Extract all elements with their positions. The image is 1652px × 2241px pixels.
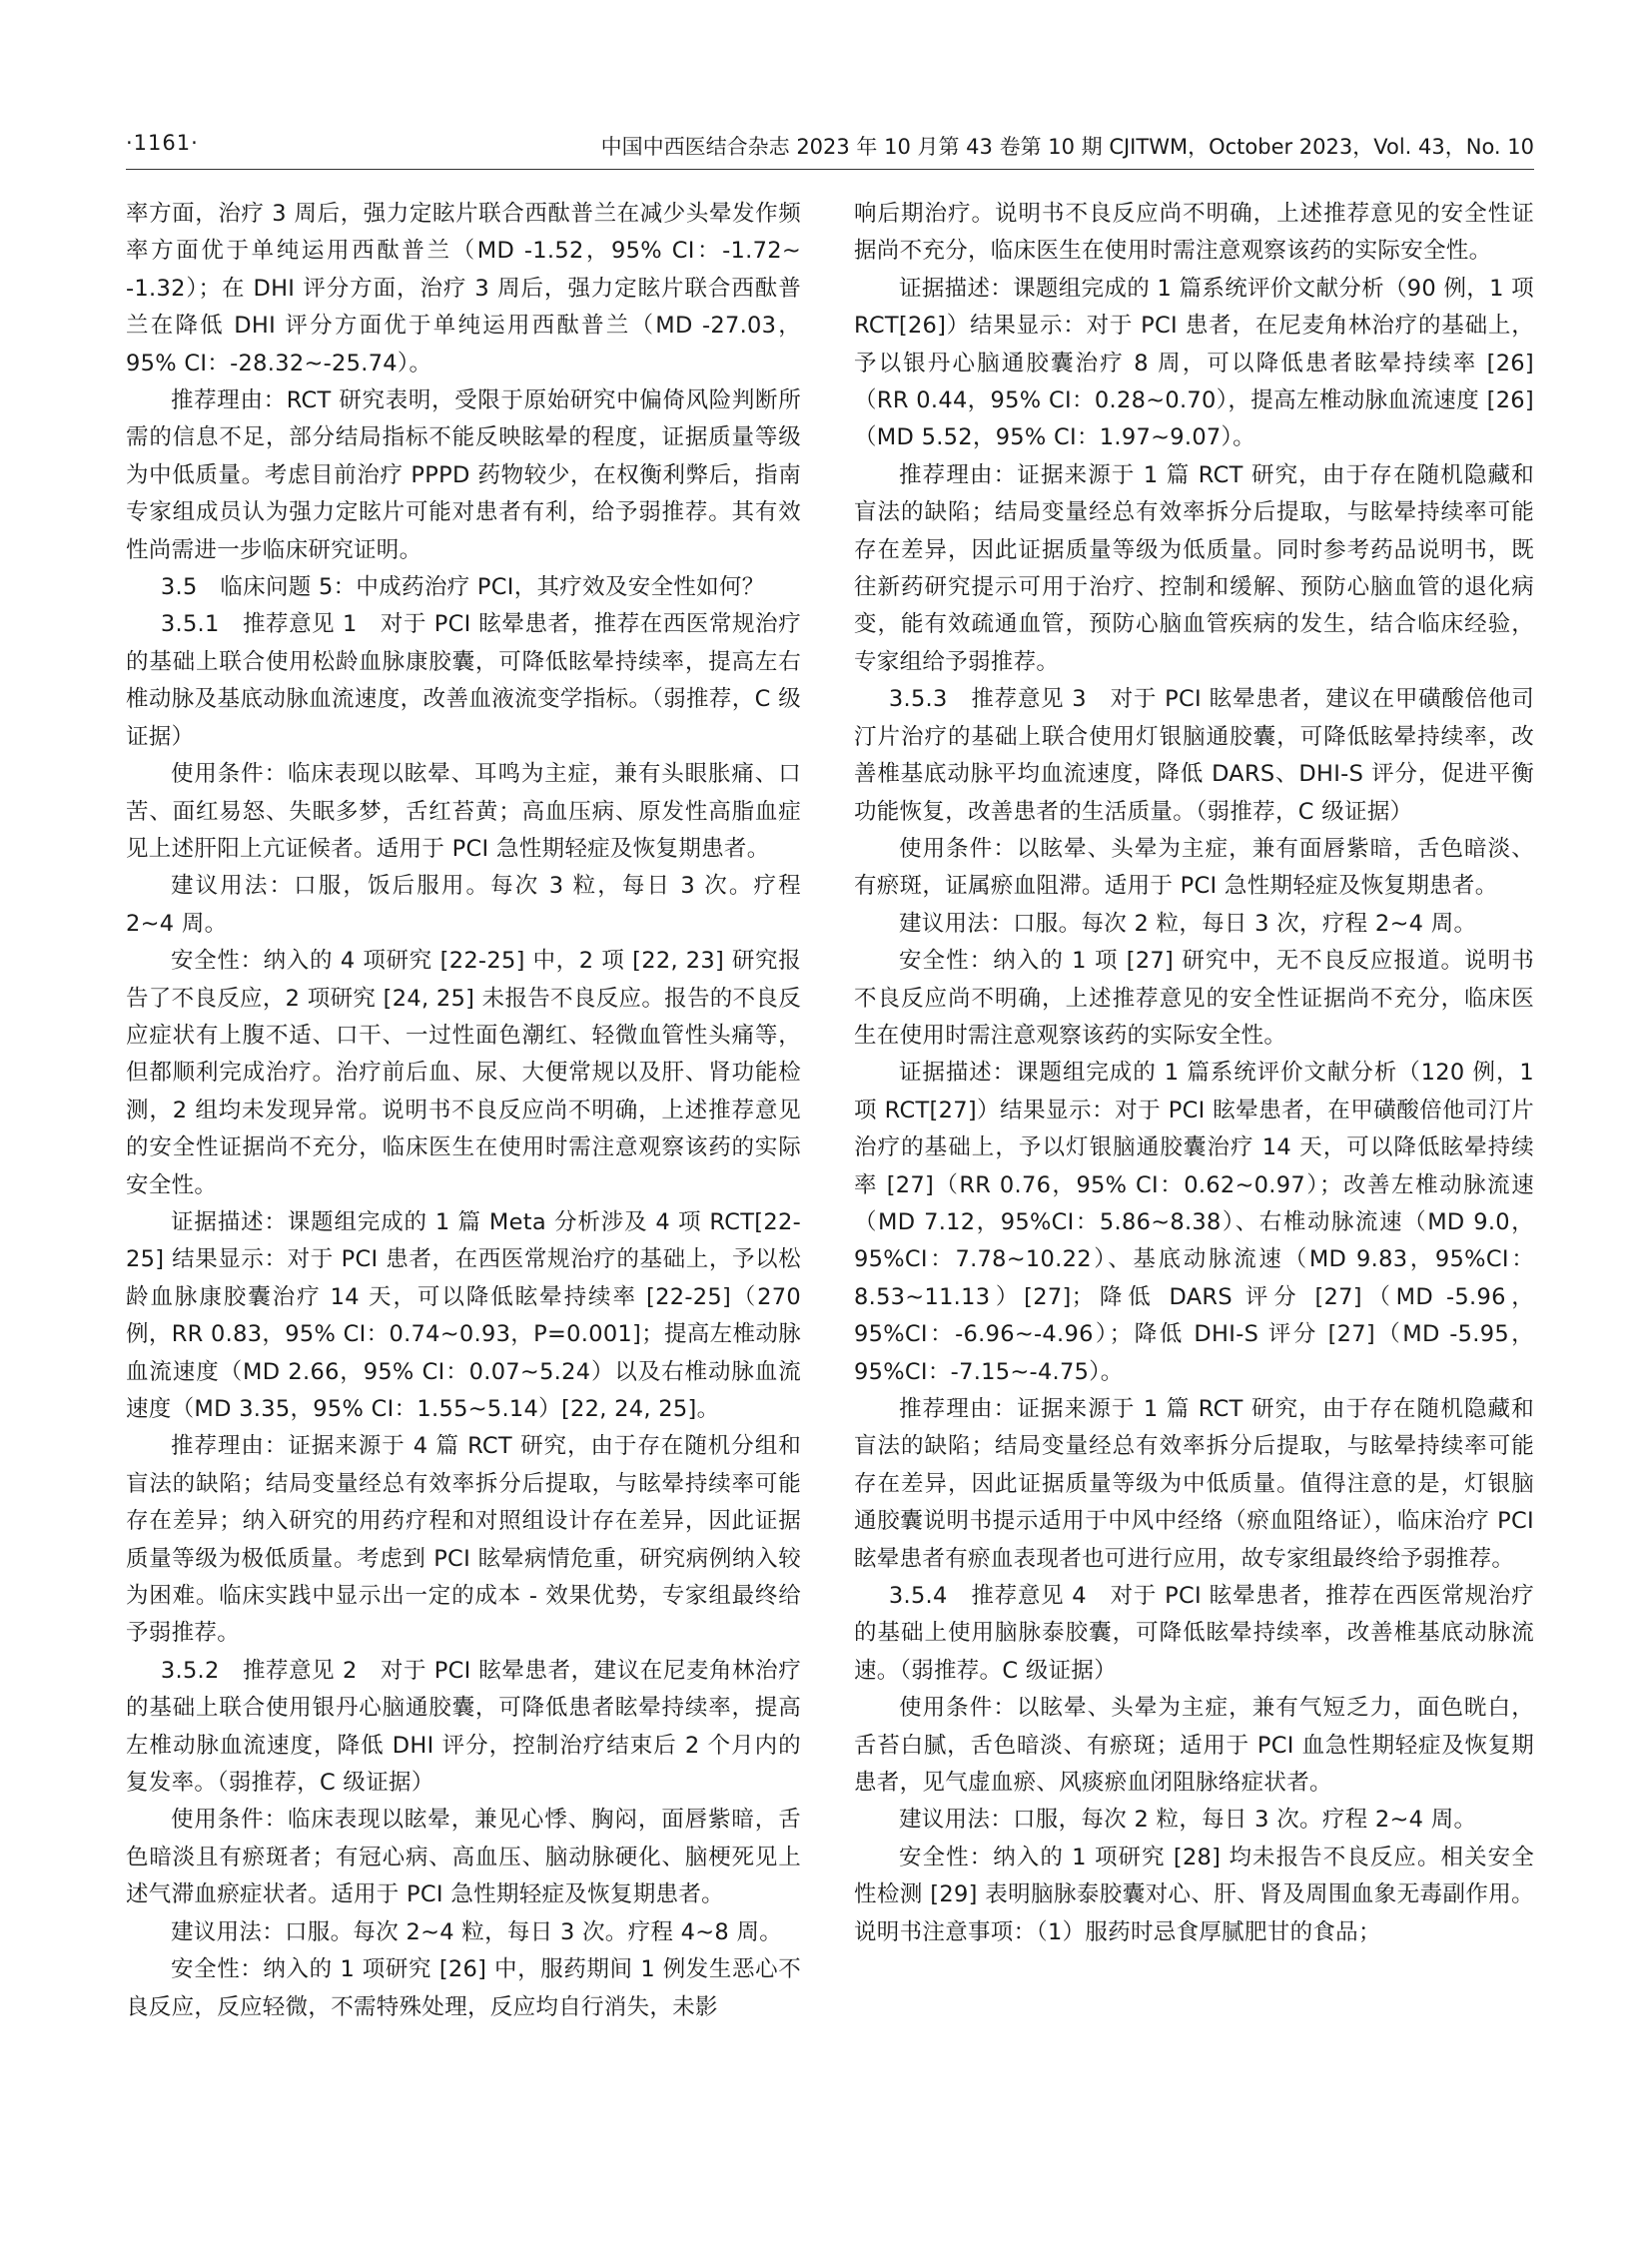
paragraph: 证据描述：课题组完成的 1 篇 Meta 分析涉及 4 项 RCT[22-25] 结果显示：对于 PCI 患者，在西医常规治疗的基础上，予以松龄血脉康胶囊治疗 14 天，可以降低眩晕持续率 [22-25]（270 例，RR 0.83，95% CI：0.74~0.93，P=0.001]；提高左椎动脉血流速度（MD 2.66，95% CI：0.07~5.24）以及右椎动脉血流速度（MD 3.35，95% CI：1.55~5.14）[22, 24, 25]。 [126,1208,801,1422]
page-header [126,131,1534,165]
paragraph: 推荐理由：证据来源于 1 篇 RCT 研究，由于存在随机隐藏和盲法的缺陷；结局变量经总有效率拆分后提取，与眩晕持续率可能存在差异，因此证据质量等级为中低质量。值得注意的是，灯银脑通胶囊说明书提示适用于中风中经络（瘀血阻络证），临床治疗 PCI 眩晕患者有瘀血表现者也可进行应用，故专家组最终给予弱推荐。 [854,1396,1534,1572]
journal-citation: 中国中西医结合杂志 2023 年 10 月第 43 卷第 10 期 CJITWM，October 2023，Vol. 43，No. 10 [600,135,1534,159]
paragraph: 证据描述：课题组完成的 1 篇系统评价文献分析（120 例，1 项 RCT[27]）结果显示：对于 PCI 眩晕患者，在甲磺酸倍他司汀片治疗的基础上，予以灯银脑通胶囊治疗 14 天，可以降低眩晕持续率 [27]（RR 0.76，95% CI：0.62~0.97）；改善左椎动脉流速（MD 7.12，95%CI：5.86~8.38）、右椎动脉流速（MD 9.0，95%CI：7.78~10.22）、基底动脉流速（MD 9.83，95%CI：8.53~11.13）[27]；降低 DARS 评分 [27]（MD -5.96，95%CI：-6.96~-4.96）；降低 DHI-S 评分 [27]（MD -5.95，95%CI：-7.15~-4.75）。 [854,1060,1534,1385]
recommendation-heading: 3.5.3 推荐意见 3 对于 PCI 眩晕患者，建议在甲磺酸倍他司汀片治疗的基础上联合使用灯银脑通胶囊，可降低眩晕持续率，改善椎基底动脉平均血流速度，降低 DARS、DHI-S 评分，促进平衡功能恢复，改善患者的生活质量。（弱推荐，C 级证据） [854,686,1534,825]
paragraph: 推荐理由：证据来源于 4 篇 RCT 研究，由于存在随机分组和盲法的缺陷；结局变量经总有效率拆分后提取，与眩晕持续率可能存在差异；纳入研究的用药疗程和对照组设计存在差异，因此证据质量等级为极低质量。考虑到 PCI 眩晕病情危重，研究病例纳入较为困难。临床实践中显示出一定的成本 - 效果优势，专家组最终给予弱推荐。 [126,1433,801,1647]
paragraph: 率方面，治疗 3 周后，强力定眩片联合西酞普兰在减少头晕发作频率方面优于单纯运用西酞普兰（MD -1.52，95% CI：-1.72~ -1.32）；在 DHI 评分方面，治疗 3 周后，强力定眩片联合西酞普兰在降低 DHI 评分方面优于单纯运用西酞普兰（MD -27.03，95% CI：-28.32~-25.74）。 [126,201,802,376]
paragraph: 推荐理由：证据来源于 1 篇 RCT 研究，由于存在随机隐藏和盲法的缺陷；结局变量经总有效率拆分后提取，与眩晕持续率可能存在差异，因此证据质量等级为低质量。同时参考药品说明书，既往新药研究提示可用于治疗、控制和缓解、预防心脑血管的退化病变，能有效疏通血管，预防心脑血管疾病的发生，结合临床经验，专家组给予弱推荐。 [854,461,1534,675]
paragraph: 证据描述：课题组完成的 1 篇系统评价文献分析（90 例，1 项 RCT[26]）结果显示：对于 PCI 患者，在尼麦角林治疗的基础上，予以银丹心脑通胶囊治疗 8 周，可以降低患者眩晕持续率 [26]（RR 0.44，95% CI：0.28~0.70），提高左椎动脉血流速度 [26]（MD 5.52，95% CI：1.97~9.07）。 [854,275,1534,451]
paragraph: 使用条件：临床表现以眩晕、耳鸣为主症，兼有头眼胀痛、口苦、面红易怒、失眠多梦，舌红苔黄；高血压病、原发性高脂血症见上述肝阳上亢证候者。适用于 PCI 急性期轻症及恢复期患者。 [126,761,801,862]
section-heading: 3.5 临床问题 5：中成药治疗 PCI，其疗效及安全性如何？ [160,574,765,601]
left-column [126,196,801,2026]
paragraph: 建议用法：口服，饭后服用。每次 3 粒，每日 3 次。疗程 2~4 周。 [126,873,801,937]
header-rule [126,169,1534,170]
recommendation-heading: 3.5.4 推荐意见 4 对于 PCI 眩晕患者，推荐在西医常规治疗的基础上使用脑脉泰胶囊，可降低眩晕持续率，改善椎基底动脉流速。（弱推荐。C 级证据） [854,1583,1534,1684]
paragraph: 建议用法：口服，每次 2 粒，每日 3 次。疗程 2~4 周。 [899,1807,1477,1834]
paragraph: 使用条件：临床表现以眩晕，兼见心悸、胸闷，面唇紫暗，舌色暗淡且有瘀斑者；有冠心病、高血压、脑动脉硬化、脑梗死见上述气滞血瘀症状者。适用于 PCI 急性期轻症及恢复期患者。 [126,1807,801,1908]
paragraph: 建议用法：口服。每次 2 粒，每日 3 次，疗程 2~4 周。 [899,910,1477,937]
paragraph: 安全性：纳入的 1 项 [27] 研究中，无不良反应报道。说明书不良反应尚不明确，上述推荐意见的安全性证据尚不充分，临床医生在使用时需注意观察该药的实际安全性。 [854,948,1534,1049]
paragraph: 推荐理由：RCT 研究表明，受限于原始研究中偏倚风险判断所需的信息不足，部分结局指标不能反映眩晕的程度，证据质量等级为中低质量。考虑目前治疗 PPPD 药物较少，在权衡利弊后，指南专家组成员认为强力定眩片可能对患者有利，给予弱推荐。其有效性尚需进一步临床研究证明。 [126,387,801,563]
paragraph: 响后期治疗。说明书不良反应尚不明确，上述推荐意见的安全性证据尚不充分，临床医生在使用时需注意观察该药的实际安全性。 [854,201,1534,265]
paragraph: 使用条件：以眩晕、头晕为主症，兼有面唇紫暗，舌色暗淡、有瘀斑，证属瘀血阻滞。适用于 PCI 急性期轻症及恢复期患者。 [854,835,1534,900]
recommendation-heading: 3.5.2 推荐意见 2 对于 PCI 眩晕患者，建议在尼麦角林治疗的基础上联合使用银丹心脑通胶囊，可降低患者眩晕持续率，提高左椎动脉血流速度，降低 DHI 评分，控制治疗结束后 2 个月内的复发率。（弱推荐，C 级证据） [126,1657,801,1797]
paragraph: 安全性：纳入的 4 项研究 [22-25] 中，2 项 [22, 23] 研究报告了不良反应，2 项研究 [24, 25] 未报告不良反应。报告的不良反应症状有上腹不适、口干、一过性面色潮红、轻微血管性头痛等，但都顺利完成治疗。治疗前后血、尿、大便常规以及肝、肾功能检测，2 组均未发现异常。说明书不良反应尚不明确，上述推荐意见的安全性证据尚不充分，临床医生在使用时需注意观察该药的实际安全性。 [126,948,801,1198]
paragraph: 使用条件：以眩晕、头晕为主症，兼有气短乏力，面色晄白，舌苔白腻，舌色暗淡、有瘀斑；适用于 PCI 血急性期轻症及恢复期患者，见气虚血瘀、风痰瘀血闭阻脉络症状者。 [854,1695,1534,1797]
paragraph: 建议用法：口服。每次 2~4 粒，每日 3 次。疗程 4~8 周。 [171,1918,783,1945]
right-column [854,196,1534,1951]
page-number: ·1161· [126,131,199,155]
paragraph: 安全性：纳入的 1 项研究 [28] 均未报告不良反应。相关安全性检测 [29] 表明脑脉泰胶囊对心、肝、肾及周围血象无毒副作用。说明书注意事项：（1）服药时忌食厚腻肥甘的食品； [854,1844,1534,1945]
recommendation-heading: 3.5.1 推荐意见 1 对于 PCI 眩晕患者，推荐在西医常规治疗的基础上联合使用松龄血脉康胶囊，可降低眩晕持续率，提高左右椎动脉及基底动脉血流速度，改善血液流变学指标。（弱推荐，C 级证据） [126,611,801,750]
paragraph: 安全性：纳入的 1 项研究 [26] 中，服药期间 1 例发生恶心不良反应，反应轻微，不需特殊处理，反应均自行消失，未影 [126,1956,801,2020]
